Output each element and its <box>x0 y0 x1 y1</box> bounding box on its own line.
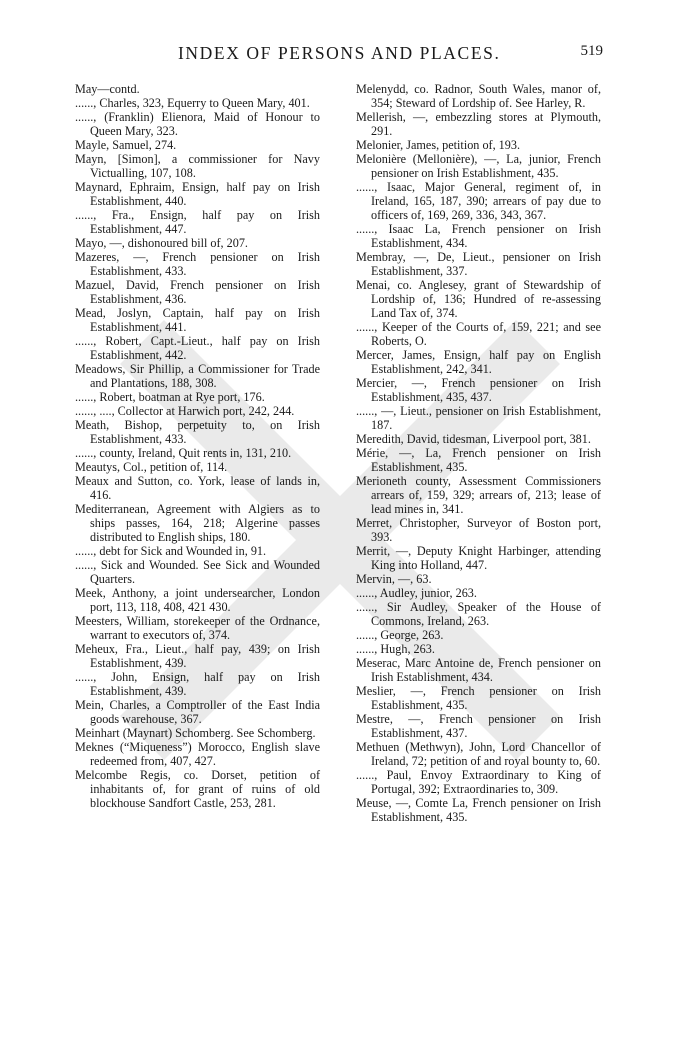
index-entry: ......, Audley, junior, 263. <box>356 586 477 600</box>
index-entry: Merioneth county, Assessment Commissioners arrears of, 159, 329; arrears of, 213; lease of lead mines in, 341. <box>356 474 601 516</box>
index-entry: ......, George, 263. <box>356 628 444 642</box>
page-number: 519 <box>580 43 603 59</box>
index-entry: Meautys, Col., petition of, 114. <box>75 460 228 474</box>
index-entry: ......, Isaac, Major General, regiment of, in Ireland, 165, 187, 390; arrears of pay due to officers of, 169, 269, 336, 343, 367. <box>356 180 601 222</box>
index-entry: Merret, Christopher, Surveyor of Boston port, 393. <box>356 516 601 544</box>
index-entry: Mellerish, —, embezzling stores at Plymouth, 291. <box>356 110 601 138</box>
index-column-right <box>356 82 601 824</box>
index-entry: Meesters, William, storekeeper of the Ordnance, warrant to executors of, 374. <box>75 614 320 642</box>
index-entry: Meath, Bishop, perpetuity to, on Irish Establishment, 433. <box>75 418 320 446</box>
page-title: INDEX OF PERSONS AND PLACES. <box>178 43 501 63</box>
index-entry: ......, Fra., Ensign, half pay on Irish Establishment, 447. <box>75 208 320 236</box>
index-entry: Melenydd, co. Radnor, South Wales, manor of, 354; Steward of Lordship of. See Harley, R. <box>356 82 601 110</box>
index-entry: Meslier, —, French pensioner on Irish Establishment, 435. <box>356 684 601 712</box>
index-entry: Maynard, Ephraim, Ensign, half pay on Irish Establishment, 440. <box>75 180 320 208</box>
index-entry: Mediterranean, Agreement with Algiers as to ships passes, 164, 218; Algerine passes distributed to English ships, 180. <box>75 502 320 544</box>
index-entry: Mayle, Samuel, 274. <box>75 138 177 152</box>
index-entry: Meserac, Marc Antoine de, French pensioner on Irish Establishment, 434. <box>356 656 601 684</box>
index-entry: ......, Hugh, 263. <box>356 642 435 656</box>
index-entry: Melonier, James, petition of, 193. <box>356 138 521 152</box>
index-entry: Mein, Charles, a Comptroller of the East India goods warehouse, 367. <box>75 698 320 726</box>
index-entry: Menai, co. Anglesey, grant of Stewardship of Lordship of, 136; Hundred of re-assessing Land Tax of, 374. <box>356 278 601 320</box>
index-entry: Meredith, David, tidesman, Liverpool port, 381. <box>356 432 591 446</box>
index-entry: Methuen (Methwyn), John, Lord Chancellor of Ireland, 72; petition of and royal bounty to, 60. <box>356 740 601 768</box>
index-entry: ......, Keeper of the Courts of, 159, 221; and see Roberts, O. <box>356 320 601 348</box>
index-entry: Mead, Joslyn, Captain, half pay on Irish Establishment, 441. <box>75 306 320 334</box>
index-entry: Mestre, —, French pensioner on Irish Establishment, 437. <box>356 712 601 740</box>
index-entry: ......, Paul, Envoy Extraordinary to King of Portugal, 392; Extraordinaries to, 309. <box>356 768 601 796</box>
index-entry: ......, Sir Audley, Speaker of the House of Commons, Ireland, 263. <box>356 600 601 628</box>
index-entry: ......, Robert, Capt.-Lieut., half pay on Irish Establishment, 442. <box>75 334 320 362</box>
index-entry: Mervin, —, 63. <box>356 572 432 586</box>
index-entry: Meknes (“Miqueness”) Morocco, English slave redeemed from, 407, 427. <box>75 740 320 768</box>
index-entry: ......, debt for Sick and Wounded in, 91. <box>75 544 267 558</box>
index-entry: Mayn, [Simon], a commissioner for Navy Victualling, 107, 108. <box>75 152 320 180</box>
index-entry: Meek, Anthony, a joint undersearcher, London port, 113, 118, 408, 421 430. <box>75 586 320 614</box>
index-entry: Mérie, —, La, French pensioner on Irish Establishment, 435. <box>356 446 601 474</box>
index-column-left <box>75 82 320 810</box>
index-entry: ......, —, Lieut., pensioner on Irish Establishment, 187. <box>356 404 601 432</box>
index-entry: Merrit, —, Deputy Knight Harbinger, attending King into Holland, 447. <box>356 544 601 572</box>
index-entry: Melcombe Regis, co. Dorset, petition of inhabitants of, for grant of ruins of old blockhouse Sandfort Castle, 253, 281. <box>75 768 320 810</box>
index-entry: Mazuel, David, French pensioner on Irish Establishment, 436. <box>75 278 320 306</box>
index-entry: Meadows, Sir Phillip, a Commissioner for Trade and Plantations, 188, 308. <box>75 362 320 390</box>
index-entry: Mercer, James, Ensign, half pay on English Establishment, 242, 341. <box>356 348 601 376</box>
page-header <box>0 43 674 67</box>
index-entry: ......, Charles, 323, Equerry to Queen Mary, 401. <box>75 96 310 110</box>
index-entry: Meheux, Fra., Lieut., half pay, 439; on Irish Establishment, 439. <box>75 642 320 670</box>
index-entry: ......, John, Ensign, half pay on Irish Establishment, 439. <box>75 670 320 698</box>
index-entry: Meuse, —, Comte La, French pensioner on Irish Establishment, 435. <box>356 796 601 824</box>
index-entry: Melonière (Mellonière), —, La, junior, French pensioner on Irish Establishment, 435. <box>356 152 601 180</box>
index-entry: ......, Isaac La, French pensioner on Irish Establishment, 434. <box>356 222 601 250</box>
index-entry: Meaux and Sutton, co. York, lease of lands in, 416. <box>75 474 320 502</box>
index-entry: Membray, —, De, Lieut., pensioner on Irish Establishment, 337. <box>356 250 601 278</box>
index-entry: Mazeres, —, French pensioner on Irish Establishment, 433. <box>75 250 320 278</box>
index-entry: ......, Robert, boatman at Rye port, 176. <box>75 390 265 404</box>
index-entry: Mercier, —, French pensioner on Irish Establishment, 435, 437. <box>356 376 601 404</box>
index-entry: ......, ...., Collector at Harwich port, 242, 244. <box>75 404 295 418</box>
index-entry: May—contd. <box>75 82 140 96</box>
index-entry: Mayo, —, dishonoured bill of, 207. <box>75 236 248 250</box>
index-entry: ......, Sick and Wounded. See Sick and Wounded Quarters. <box>75 558 320 586</box>
index-entry: Meinhart (Maynart) Schomberg. See Schomberg. <box>75 726 316 740</box>
index-entry: ......, county, Ireland, Quit rents in, 131, 210. <box>75 446 292 460</box>
index-entry: ......, (Franklin) Elienora, Maid of Honour to Queen Mary, 323. <box>75 110 320 138</box>
